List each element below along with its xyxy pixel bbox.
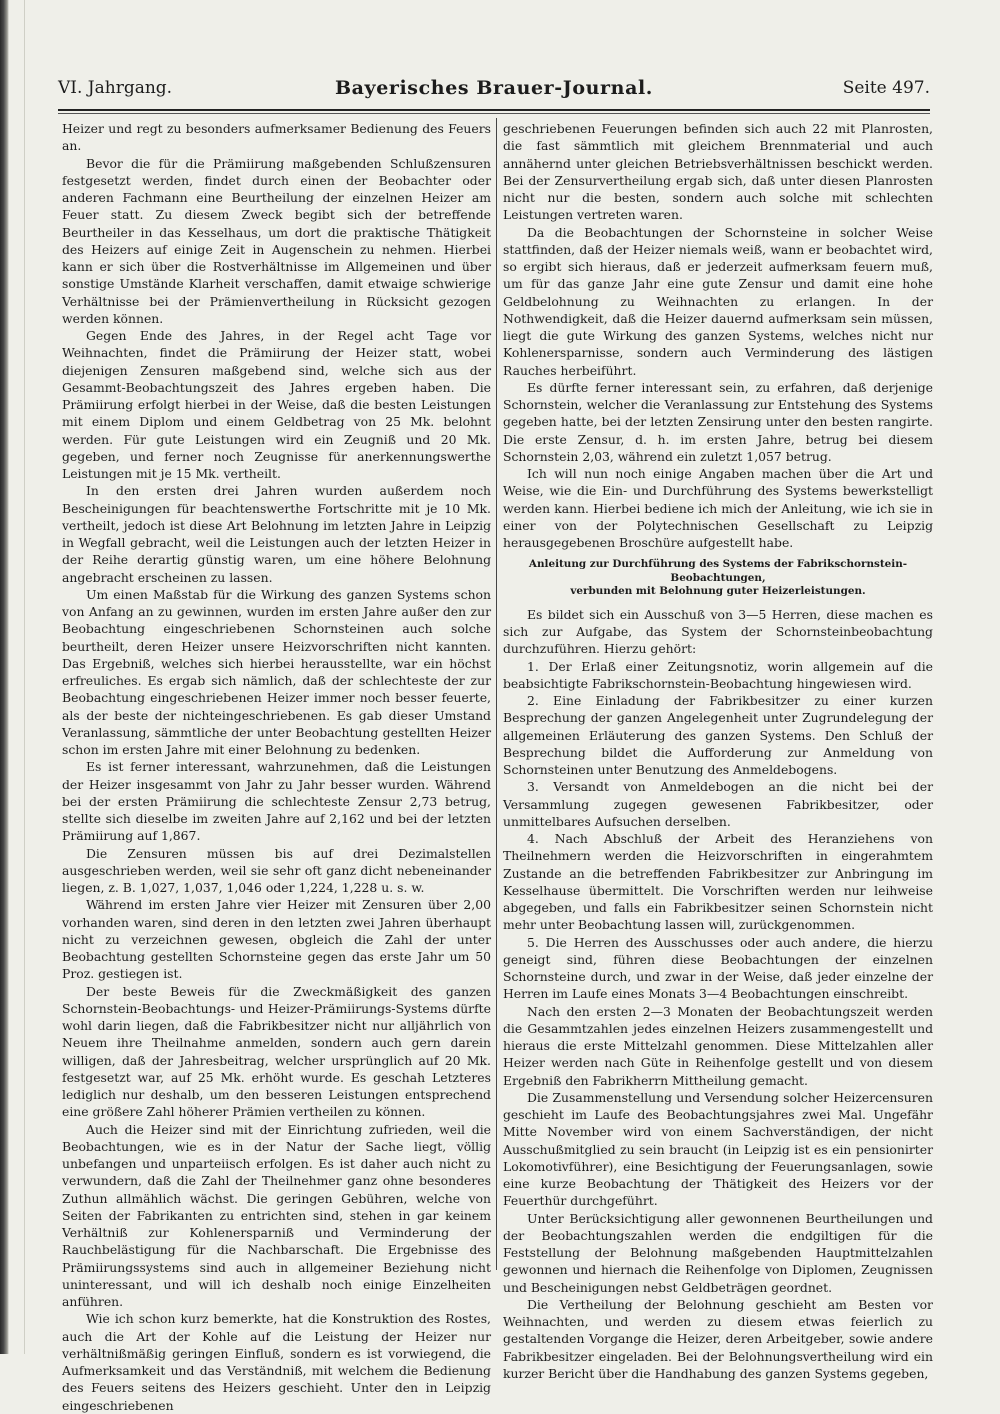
header-rule [58,109,930,111]
paragraph: Unter Berücksichtigung aller gewonnenen Beurtheilungen und der Beobachtungszahlen werden die endgiltigen für die Feststellung der Belohnung maßgebenden Hauptmittelzahlen gewonnen und hiernach die Reihenfolge von Diplomen, Zeugnissen und Bescheinigungen nebst Geldbeträgen geordnet. [503,1210,933,1295]
subheading-line: verbunden mit Belohnung guter Heizerleistungen. [570,585,866,598]
list-item: 2. Eine Einladung der Fabrikbesitzer zu einer kurzen Besprechung der ganzen Angelegenheit unter Zugrundelegung der allgemeinen Erläuterung des ganzen Systems. Den Schluß der Besprechung bildet die Aufforderung zur Anmeldung von Schornsteinen unter Benutzung des Anmeldebogens. [503,693,933,777]
paragraph: Da die Beobachtungen der Schornsteine in solcher Weise stattfinden, daß der Heizer niemals weiß, wann er beobachtet wird, so ergibt sich hieraus, daß er jederzeit aufmerksam feuern muß, um für das ganze Jahr eine gute Zensur und damit eine hohe Geldbelohnung zu Weihnachten zu erlangen. In der Nothwendigkeit, daß die Heizer dauernd aufmerksam sein müssen, liegt die gute Wirkung des ganzen Systems, welches nicht nur Kohlenersparnisse, sondern auch Verminderung des lästigen Rauches herbeiführt. [503,224,933,378]
paragraph: Es bildet sich ein Ausschuß von 3—5 Herren, diese machen es sich zur Aufgabe, das System der Schornsteinbeobachtung durchzuführen. Hierzu gehört: [503,606,933,657]
paragraph: Auch die Heizer sind mit der Einrichtung zufrieden, weil die Beobachtungen, wie es in der Natur der Sache liegt, völlig unbefangen und unparteiisch erfolgen. Es ist daher auch nicht zu verwundern, daß die Zahl der Theilnehmer ganz ohne besonderes Zuthun allmählich wächst. Die geringen Gebühren, welche von Seiten der Fabrikanten zu entrichten sind, stehen in gar keinem Verhältniß zur Kohlenersparniß und Verminderung der Rauchbelästigung für die Nachbarschaft. Die Ergebnisse des Prämiirungssystems sind auch in allgemeiner Beziehung nicht uninteressant, und will ich deshalb noch einige Einzelheiten anführen. [62,1121,491,1309]
page-number: Seite 497. [842,78,930,98]
right-column [503,120,933,1382]
list-item: 3. Versandt von Anmeldebogen an die nicht bei der Versammlung zugegen gewesenen Fabrikbesitzer, oder unmittelbares Aufsuchen derselben. [503,779,933,829]
running-header [58,78,930,106]
list-item: 4. Nach Abschluß der Arbeit des Heranziehens von Theilnehmern werden die Heizvorschriften in eingerahmtem Zustande an die betreffenden Fabrikbesitzer zur Anbringung im Kesselhause übermittelt. Die Vorschriften werden nur leihweise abgegeben, und falls ein Fabrikbesitzer seinen Schornstein nicht mehr unter Beobachtung lassen will, zurückgenommen. [503,831,933,933]
page-fold-line [24,0,25,1354]
header-rule-thin [58,113,930,114]
left-column [62,120,491,1414]
subheading-line: Anleitung zur Durchführung des Systems der Fabrikschornstein-Beobachtungen, [528,558,908,584]
column-divider [496,118,497,1270]
paragraph: Ich will nun noch einige Angaben machen über die Art und Weise, wie die Ein- und Durchführung des Systems bewerkstelligt werden kann. Hierbei bediene ich mich der Anleitung, wie ich sie in einer von der Polytechnischen Gesellschaft zu Leipzig herausgegebenen Broschüre aufgestellt habe. [503,466,933,550]
paragraph: Während im ersten Jahre vier Heizer mit Zensuren über 2,00 vorhanden waren, sind deren in den letzten zwei Jahren überhaupt nicht zu verzeichnen gewesen, obgleich die Zahl der unter Beobachtung gestellten Schornsteine gegen das erste Jahr um 50 Proz. gestiegen ist. [62,897,491,982]
paragraph: Nach den ersten 2—3 Monaten der Beobachtungszeit werden die Gesammtzahlen jedes einzelnen Heizers zusammengestellt und hieraus die erste Mittelzahl genommen. Diese Mittelzahlen aller Heizer werden nach Güte in Reihenfolge gestellt und von diesem Ergebniß den Fabrikherrn Mittheilung gemacht. [503,1003,933,1088]
section-subheading [503,558,933,599]
paragraph: Es dürfte ferner interessant sein, zu erfahren, daß derjenige Schornstein, welcher die Veranlassung zur Entstehung des Systems gegeben hatte, bei der letzten Zensirung unter den besten rangirte. Die erste Zensur, d. h. im ersten Jahre, betrug bei diesem Schornstein 2,03, während ein zuletzt 1,057 betrug. [503,379,933,464]
page-binding-edge [0,0,9,1354]
paragraph: Die Zusammenstellung und Versendung solcher Heizercensuren geschieht im Laufe des Beobachtungsjahres zwei Mal. Ungefähr Mitte November wird von einem Sachverständigen, der nicht Ausschußmitglied zu sein braucht (in Leipzig ist es ein pensionirter Lokomotivführer), eine Besichtigung der Feuerungsanlagen, sowie eine kurze Beobachtung der Thätigkeit des Heizers vor der Feuerthür durchgeführt. [503,1089,933,1209]
paragraph: Es ist ferner interessant, wahrzunehmen, daß die Leistungen der Heizer insgesammt von Jahr zu Jahr besser wurden. Während bei der ersten Prämiirung die schlechteste Zensur 2,73 betrug, stellte sich dieselbe im zweiten Jahre auf 2,162 und bei der letzten Prämiirung auf 1,867. [62,759,491,844]
paragraph: geschriebenen Feuerungen befinden sich auch 22 mit Planrosten, die fast sämmtlich mit gleichem Brennmaterial und auch annähernd unter gleichen Betriebsverhältnissen beschickt werden. Bei der Zensurvertheilung ergab sich, daß unter diesen Planrosten nicht nur die besten, sondern auch solche mit schlechten Leistungen vertreten waren. [503,121,933,223]
paragraph: Bevor die für die Prämiirung maßgebenden Schlußzensuren festgesetzt werden, findet durch einen der Beobachter oder anderen Fachmann eine Beurtheilung der einzelnen Heizer am Feuer statt. Zu diesem Zweck begibt sich der betreffende Beurtheiler in das Kesselhaus, um dort die praktische Thätigkeit des Heizers auf einige Zeit in Augenschein zu nehmen. Hierbei kann er sich über die Rostverhältnisse im Allgemeinen und über sonstige Umstände Klarheit verschaffen, damit etwaige schwierige Verhältnisse bei der Prämienvertheilung in Rücksicht gezogen werden können. [62,155,491,326]
paragraph: Der beste Beweis für die Zweckmäßigkeit des ganzen Schornstein-Beobachtungs- und Heizer-Prämiirungs-Systems dürfte wohl darin liegen, daß die Fabrikbesitzer nicht nur alljährlich von Neuem ihre Theilnahme anmelden, sondern auch gern darein willigen, daß der Jahresbeitrag, welcher ursprünglich auf 20 Mk. festgesetzt war, auf 25 Mk. erhöht wurde. Es geschah Letzteres lediglich nur deshalb, um den besseren Leistungen entsprechend eine größere Zahl höherer Prämien vertheilen zu können. [62,983,491,1120]
list-item: 5. Die Herren des Ausschusses oder auch andere, die hierzu geneigt sind, führen diese Beobachtungen der einzelnen Schornsteine durch, und zwar in der Weise, daß jeder einzelne der Herren im Laufe eines Monats 3—4 Beobachtungen einschreibt. [503,934,933,1002]
paragraph: In den ersten drei Jahren wurden außerdem noch Bescheinigungen für beachtenswerthe Fortschritte mit je 10 Mk. vertheilt, jedoch ist diese Art Belohnung im letzten Jahre in Leipzig in Wegfall gebracht, weil die Leistungen auch der letzten Heizer in der Reihe derartig günstig waren, um eine höhere Belohnung angebracht erscheinen zu lassen. [62,483,491,585]
volume-label: VI. Jahrgang. [58,78,173,98]
paragraph: Die Zensuren müssen bis auf drei Dezimalstellen ausgeschrieben werden, weil sie sehr oft ganz dicht nebeneinander liegen, z. B. 1,027, 1,037, 1,046 oder 1,224, 1,228 u. s. w. [62,845,491,895]
list-item: 1. Der Erlaß einer Zeitungsnotiz, worin allgemein auf die beabsichtigte Fabrikschornstein-Beobachtung hingewiesen wird. [503,658,933,691]
paragraph: Heizer und regt zu besonders aufmerksamer Bedienung des Feuers an. [62,121,491,154]
paragraph: Um einen Maßstab für die Wirkung des ganzen Systems schon von Anfang an zu gewinnen, wurden im ersten Jahre außer den zur Beobachtung eingeschriebenen Schornsteinen auch solche beurtheilt, deren Heizer unsere Heizvorschriften nicht kannten. Das Ergebniß, welches sich hierbei herausstellte, war ein höchst erfreuliches. Es ergab sich nämlich, daß der schlechteste der zur Beobachtung eingeschriebenen Heizer immer noch besser feuerte, als der beste der nichteingeschriebenen. Es gab dieser Umstand Veranlassung, sämmtliche der unter Beobachtung gestellten Heizer schon im ersten Jahre mit einer Belohnung zu bedenken. [62,586,491,757]
paragraph: Die Vertheilung der Belohnung geschieht am Besten vor Weihnachten, und werden zu diesem etwas feierlich zu gestaltenden Vorgange die Heizer, deren Arbeitgeber, sowie andere Fabrikbesitzer eingeladen. Bei der Belohnungsvertheilung wird ein kurzer Bericht über die Handhabung des ganzen Systems gegeben, [503,1296,933,1381]
paragraph: Wie ich schon kurz bemerkte, hat die Konstruktion des Rostes, auch die Art der Kohle auf die Leistung der Heizer nur verhältnißmäßig geringen Einfluß, sondern es ist vorwiegend, die Aufmerksamkeit und das Verständniß, mit welchem die Bedienung des Feuers seitens des Heizers geschieht. Unter den in Leipzig eingeschriebenen [62,1311,491,1413]
paragraph: Gegen Ende des Jahres, in der Regel acht Tage vor Weihnachten, findet die Prämiirung der Heizer statt, wobei diejenigen Zensuren maßgebend sind, welche sich aus der Gesammt-Beobachtungszeit des Jahres ergeben haben. Die Prämiirung erfolgt hierbei in der Weise, daß die besten Leistungen mit einem Diplom und einem Geldbetrag von 25 Mk. belohnt werden. Für gute Leistungen wird ein Zeugniß und 20 Mk. gegeben, und ferner noch Zeugnisse für anerkennungswerthe Leistungen mit je 15 Mk. vertheilt. [62,328,491,481]
journal-title: Bayerisches Brauer-Journal. [334,77,654,99]
